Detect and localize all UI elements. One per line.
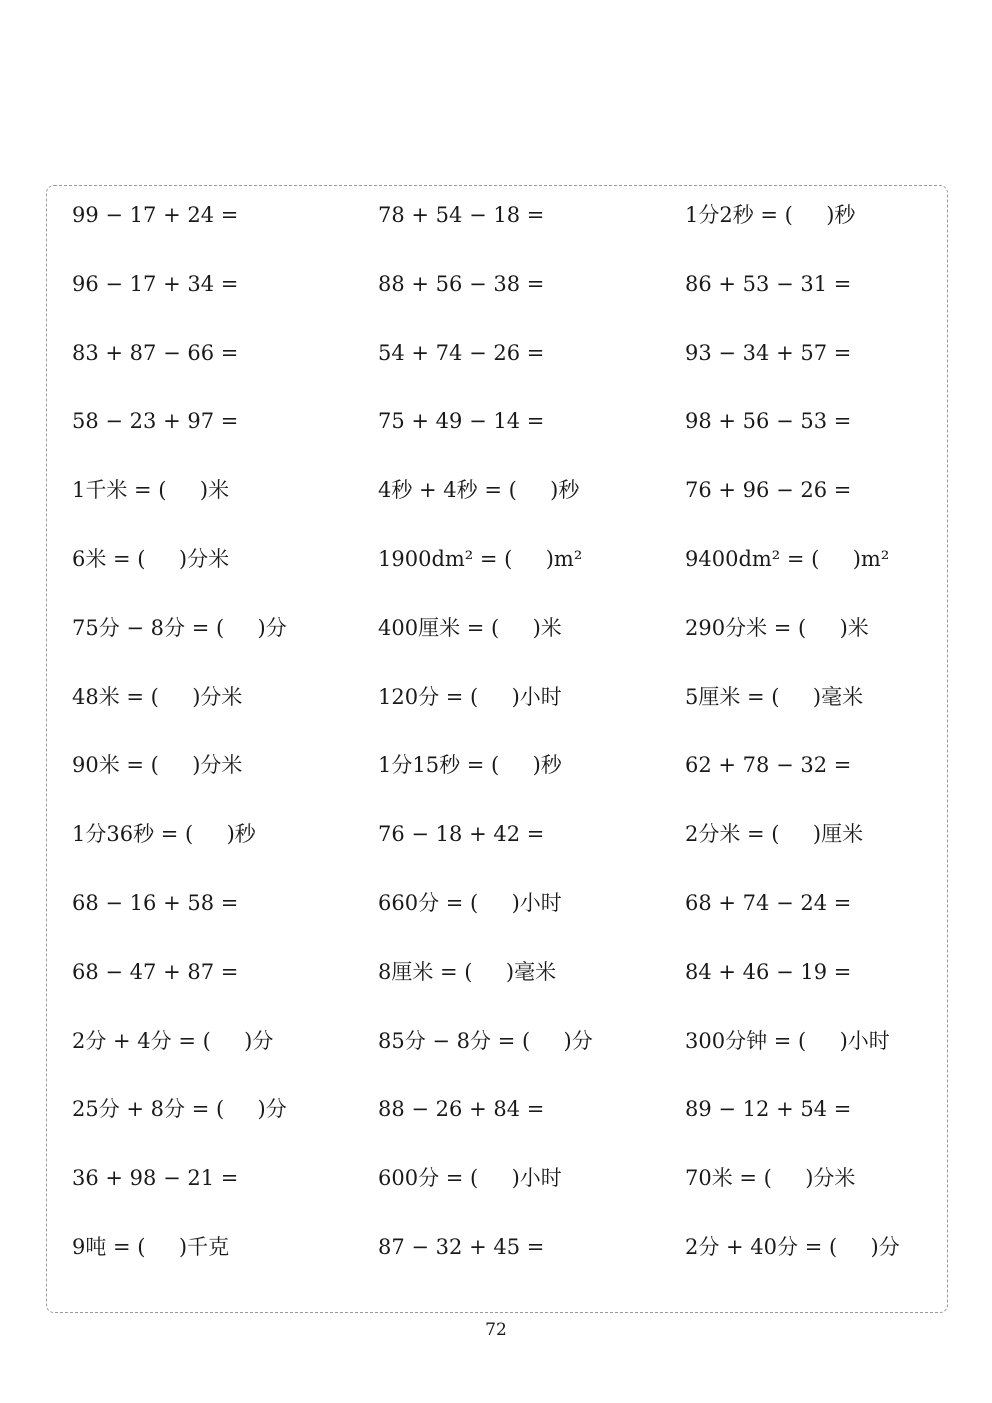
problem-item: 2分米 = ( )厘米 bbox=[685, 822, 864, 847]
problem-item: 68 − 47 + 87 = bbox=[72, 959, 239, 984]
problem-item: 76 − 18 + 42 = bbox=[378, 822, 545, 847]
problem-item: 660分 = ( )小时 bbox=[378, 890, 562, 915]
problem-item: 6米 = ( )分米 bbox=[72, 546, 230, 571]
problem-item: 75 + 49 − 14 = bbox=[378, 409, 545, 434]
problem-item: 70米 = ( )分米 bbox=[685, 1166, 856, 1191]
problem-item: 78 + 54 − 18 = bbox=[378, 203, 545, 227]
problem-item: 96 − 17 + 34 = bbox=[72, 271, 239, 296]
problem-item: 1900dm² = ( )m² bbox=[378, 546, 583, 571]
problem-item: 2分 + 4分 = ( )分 bbox=[72, 1028, 274, 1053]
problem-item: 4秒 + 4秒 = ( )秒 bbox=[378, 478, 580, 503]
problem-item: 62 + 78 − 32 = bbox=[685, 753, 852, 778]
problem-item: 85分 − 8分 = ( )分 bbox=[378, 1028, 593, 1053]
problem-item: 400厘米 = ( )米 bbox=[378, 615, 562, 640]
problem-item: 8厘米 = ( )毫米 bbox=[378, 959, 557, 984]
problem-item: 5厘米 = ( )毫米 bbox=[685, 684, 864, 709]
problem-item: 90米 = ( )分米 bbox=[72, 753, 243, 778]
problem-item: 1分2秒 = ( )秒 bbox=[685, 203, 856, 227]
problem-item: 1分15秒 = ( )秒 bbox=[378, 753, 562, 778]
problem-item: 25分 + 8分 = ( )分 bbox=[72, 1097, 287, 1122]
problem-item: 300分钟 = ( )小时 bbox=[685, 1028, 890, 1053]
problem-item: 2分 + 40分 = ( )分 bbox=[685, 1234, 900, 1259]
problem-item: 36 + 98 − 21 = bbox=[72, 1166, 239, 1191]
problem-item: 88 + 56 − 38 = bbox=[378, 271, 545, 296]
problem-item: 1千米 = ( )米 bbox=[72, 478, 230, 503]
problem-item: 87 − 32 + 45 = bbox=[378, 1234, 545, 1259]
problem-grid bbox=[72, 181, 932, 1282]
problem-item: 98 + 56 − 53 = bbox=[685, 409, 852, 434]
problem-item: 120分 = ( )小时 bbox=[378, 684, 562, 709]
problem-item: 86 + 53 − 31 = bbox=[685, 271, 852, 296]
problem-item: 75分 − 8分 = ( )分 bbox=[72, 615, 287, 640]
problem-item: 9400dm² = ( )m² bbox=[685, 546, 890, 571]
page-number: 72 bbox=[485, 1320, 507, 1340]
problem-item: 76 + 96 − 26 = bbox=[685, 478, 852, 503]
problem-item: 68 − 16 + 58 = bbox=[72, 890, 239, 915]
problem-item: 68 + 74 − 24 = bbox=[685, 890, 852, 915]
problem-item: 84 + 46 − 19 = bbox=[685, 959, 852, 984]
problem-item: 54 + 74 − 26 = bbox=[378, 340, 545, 365]
problem-item: 290分米 = ( )米 bbox=[685, 615, 869, 640]
problem-item: 9吨 = ( )千克 bbox=[72, 1234, 230, 1259]
problem-item: 89 − 12 + 54 = bbox=[685, 1097, 852, 1122]
problem-item: 83 + 87 − 66 = bbox=[72, 340, 239, 365]
problem-item: 88 − 26 + 84 = bbox=[378, 1097, 545, 1122]
problem-item: 93 − 34 + 57 = bbox=[685, 340, 852, 365]
problem-item: 1分36秒 = ( )秒 bbox=[72, 822, 256, 847]
problem-item: 99 − 17 + 24 = bbox=[72, 203, 239, 227]
problem-item: 48米 = ( )分米 bbox=[72, 684, 243, 709]
problem-item: 600分 = ( )小时 bbox=[378, 1166, 562, 1191]
problem-item: 58 − 23 + 97 = bbox=[72, 409, 239, 434]
